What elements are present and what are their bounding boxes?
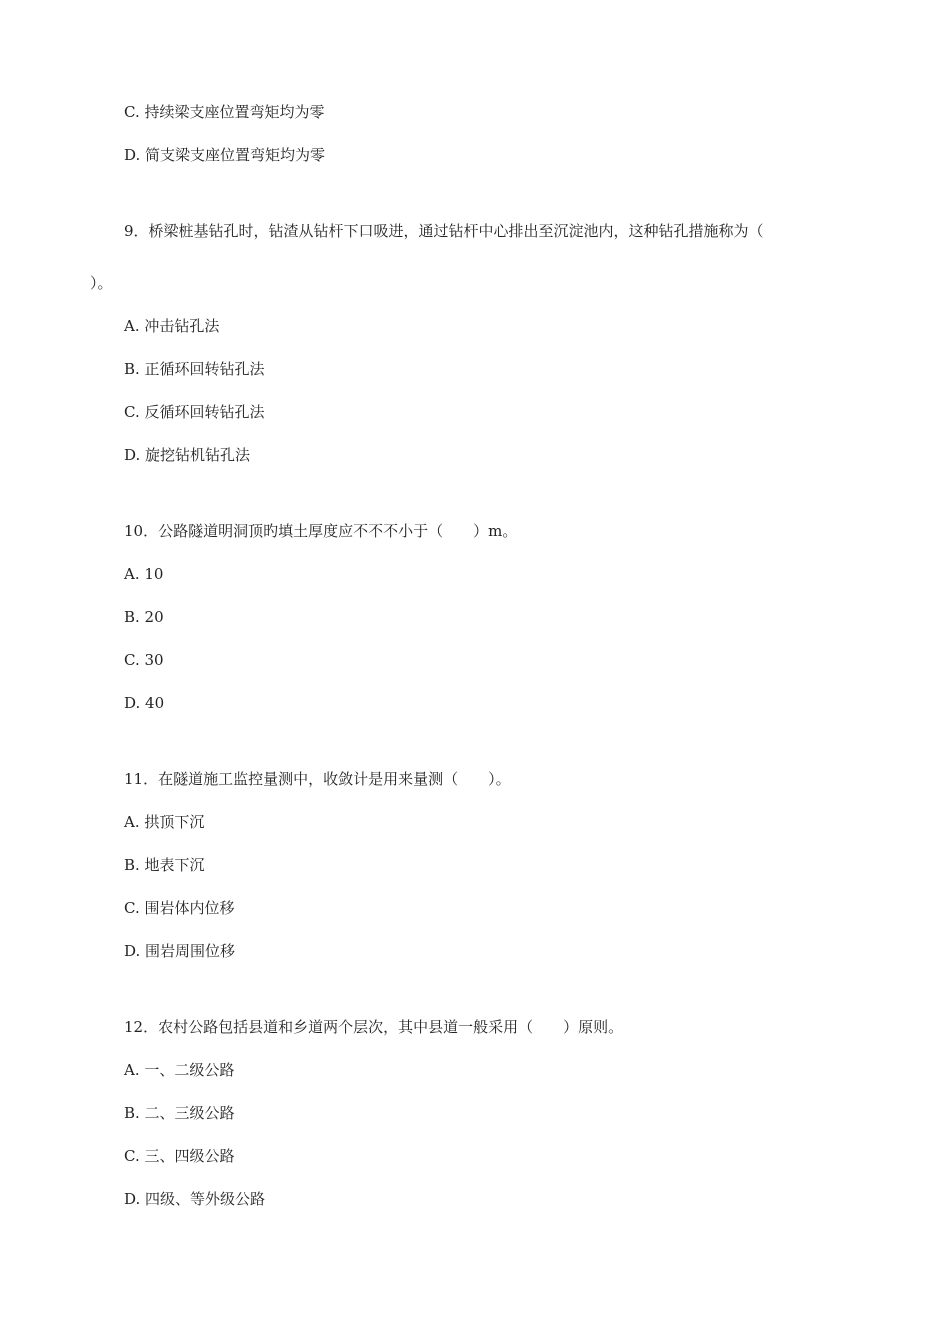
- question-9-option-c: C. 反循环回转钻孔法: [124, 403, 265, 421]
- question-9-stem: 9．桥梁桩基钻孔时，钻渣从钻杆下口吸进，通过钻杆中心排出至沉淀池内，这种钻孔措施称为（: [124, 222, 764, 240]
- question-10-option-d: D. 40: [124, 694, 165, 712]
- option-d-prev: D. 简支梁支座位置弯矩均为零: [124, 146, 326, 164]
- question-10-option-c: C. 30: [124, 651, 164, 669]
- question-10-stem: 10．公路隧道明洞顶旳填土厚度应不不不小于（ ）m。: [124, 522, 518, 540]
- option-c-prev: C. 持续梁支座位置弯矩均为零: [124, 103, 325, 121]
- question-9-option-d: D. 旋挖钻机钻孔法: [124, 446, 251, 464]
- question-11-option-c: C. 围岩体内位移: [124, 899, 235, 917]
- question-12-option-d: D. 四级、等外级公路: [124, 1190, 266, 1208]
- question-9-stem-continued: ）。: [90, 274, 113, 292]
- question-11-option-b: B. 地表下沉: [124, 856, 205, 874]
- question-9-option-b: B. 正循环回转钻孔法: [124, 360, 265, 378]
- question-12-option-a: A. 一、二级公路: [124, 1061, 235, 1079]
- question-9-option-a: A. 冲击钻孔法: [124, 317, 220, 335]
- question-10-option-b: B. 20: [124, 608, 164, 626]
- question-12-option-c: C. 三、四级公路: [124, 1147, 235, 1165]
- question-11-option-a: A. 拱顶下沉: [124, 813, 205, 831]
- question-10-option-a: A. 10: [124, 565, 164, 583]
- question-11-option-d: D. 围岩周围位移: [124, 942, 236, 960]
- question-12-option-b: B. 二、三级公路: [124, 1104, 235, 1122]
- question-11-stem: 11．在隧道施工监控量测中，收敛计是用来量测（ ）。: [124, 770, 511, 788]
- question-12-stem: 12．农村公路包括县道和乡道两个层次，其中县道一般采用（ ）原则。: [124, 1018, 624, 1036]
